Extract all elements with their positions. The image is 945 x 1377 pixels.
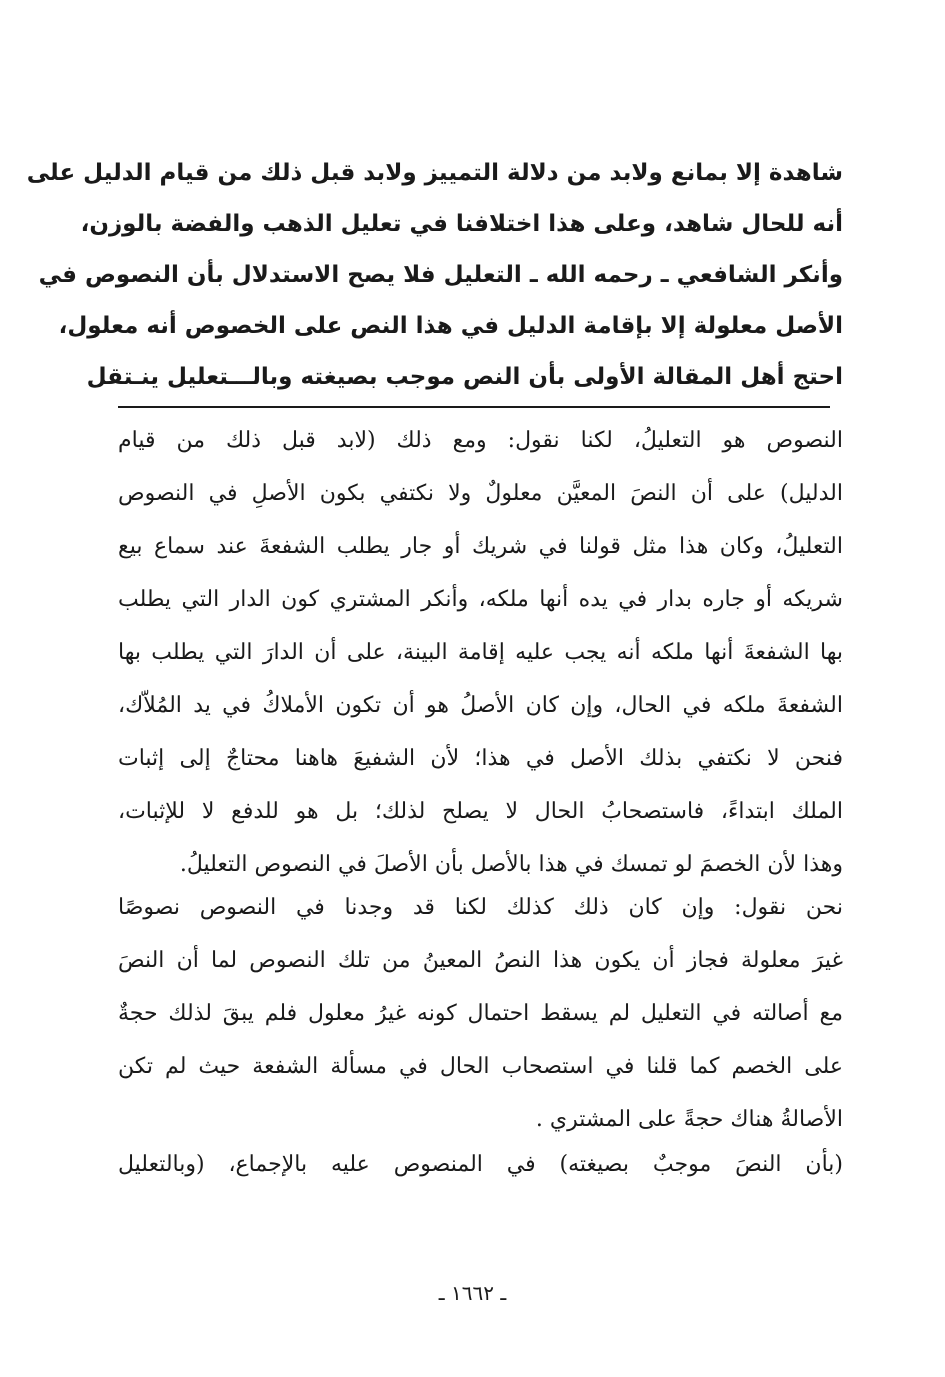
section-divider: [118, 406, 830, 408]
commentary-line: التعليلُ، وكان هذا مثل قولنا في شريك أو جار يطلب الشفعةَ عند سماع بيع: [118, 534, 843, 559]
matn-line: أنه للحال شاهد، وعلى هذا اختلافنا في تعليل الذهب والفضة بالوزن،: [80, 211, 843, 237]
commentary-paragraph-3: [118, 1138, 843, 1191]
matn-line: وأنكر الشافعي ـ رحمه الله ـ التعليل فلا يصح الاستدلال بأن النصوص في: [38, 262, 843, 288]
commentary-line: النصوص هو التعليلُ، لكنا نقول: ومع ذلك (لابد قبل ذلك من قيام: [118, 428, 843, 453]
commentary-line: شريكه أو جاره بدار في يده أنها ملكه، وأنكر المشتري كون الدار التي يطلب: [118, 587, 843, 612]
commentary-line: وهذا لأن الخصمَ لو تمسك في هذا بالأصل بأن الأصلَ في النصوص التعليلُ.: [179, 852, 843, 877]
commentary-line: غيرَ معلولة فجاز أن يكون هذا النصُ المعينُ من تلك النصوص لما أن النصَ: [118, 948, 843, 973]
commentary-line: فنحن لا نكتفي بذلك الأصل في هذا؛ لأن الشفيعَ هاهنا محتاجٌ إلى إثبات: [118, 746, 843, 771]
commentary-line: نحن نقول: وإن كان ذلك كذلك لكنا قد وجدنا في النصوص نصوصًا: [118, 895, 843, 920]
commentary-paragraph-2: [118, 881, 843, 1146]
matn-block: [26, 148, 843, 403]
matn-line: احتج أهل المقالة الأولى بأن النص موجب بصيغته وبالـــتعليل ينـتقل: [86, 364, 843, 390]
commentary-line: الدليل) على أن النصَ المعيَّن معلولٌ ولا نكتفي بكون الأصلِ في النصوص: [118, 481, 843, 506]
matn-line: شاهدة إلا بمانع ولابد من دلالة التمييز ولابد قبل ذلك من قيام الدليل على: [26, 160, 843, 186]
commentary-line: بها الشفعةَ أنها ملكه أنه يجب عليه إقامة البينة، على أن الدارَ التي يطلب بها: [118, 640, 843, 665]
commentary-line: الشفعةَ ملكه في الحال، وإن كان الأصلُ هو أن تكون الأملاكُ في يد المُلاّك،: [118, 693, 843, 718]
commentary-line: الأصالةُ هناك حجةً على المشتري .: [535, 1107, 843, 1132]
commentary-line: الملك ابتداءً، فاستصحابُ الحال لا يصلح لذلك؛ بل هو للدفع لا للإثبات،: [118, 799, 843, 824]
matn-line: الأصل معلولة إلا بإقامة الدليل في هذا النص على الخصوص أنه معلول،: [58, 313, 843, 339]
commentary-line: (بأن النصَ موجبٌ بصيغته) في المنصوص عليه بالإجماع، (وبالتعليل: [118, 1152, 843, 1177]
commentary-paragraph-1: [118, 414, 843, 891]
commentary-line: على الخصم كما قلنا في استصحاب الحال في مسألة الشفعة حيث لم تكن: [118, 1054, 843, 1079]
commentary-line: مع أصالته في التعليل لم يسقط احتمال كونه غيرُ معلول فلم يبقَ لذلك حجةٌ: [118, 1001, 843, 1026]
page-number: ـ ١٦٦٢ ـ: [438, 1281, 507, 1305]
